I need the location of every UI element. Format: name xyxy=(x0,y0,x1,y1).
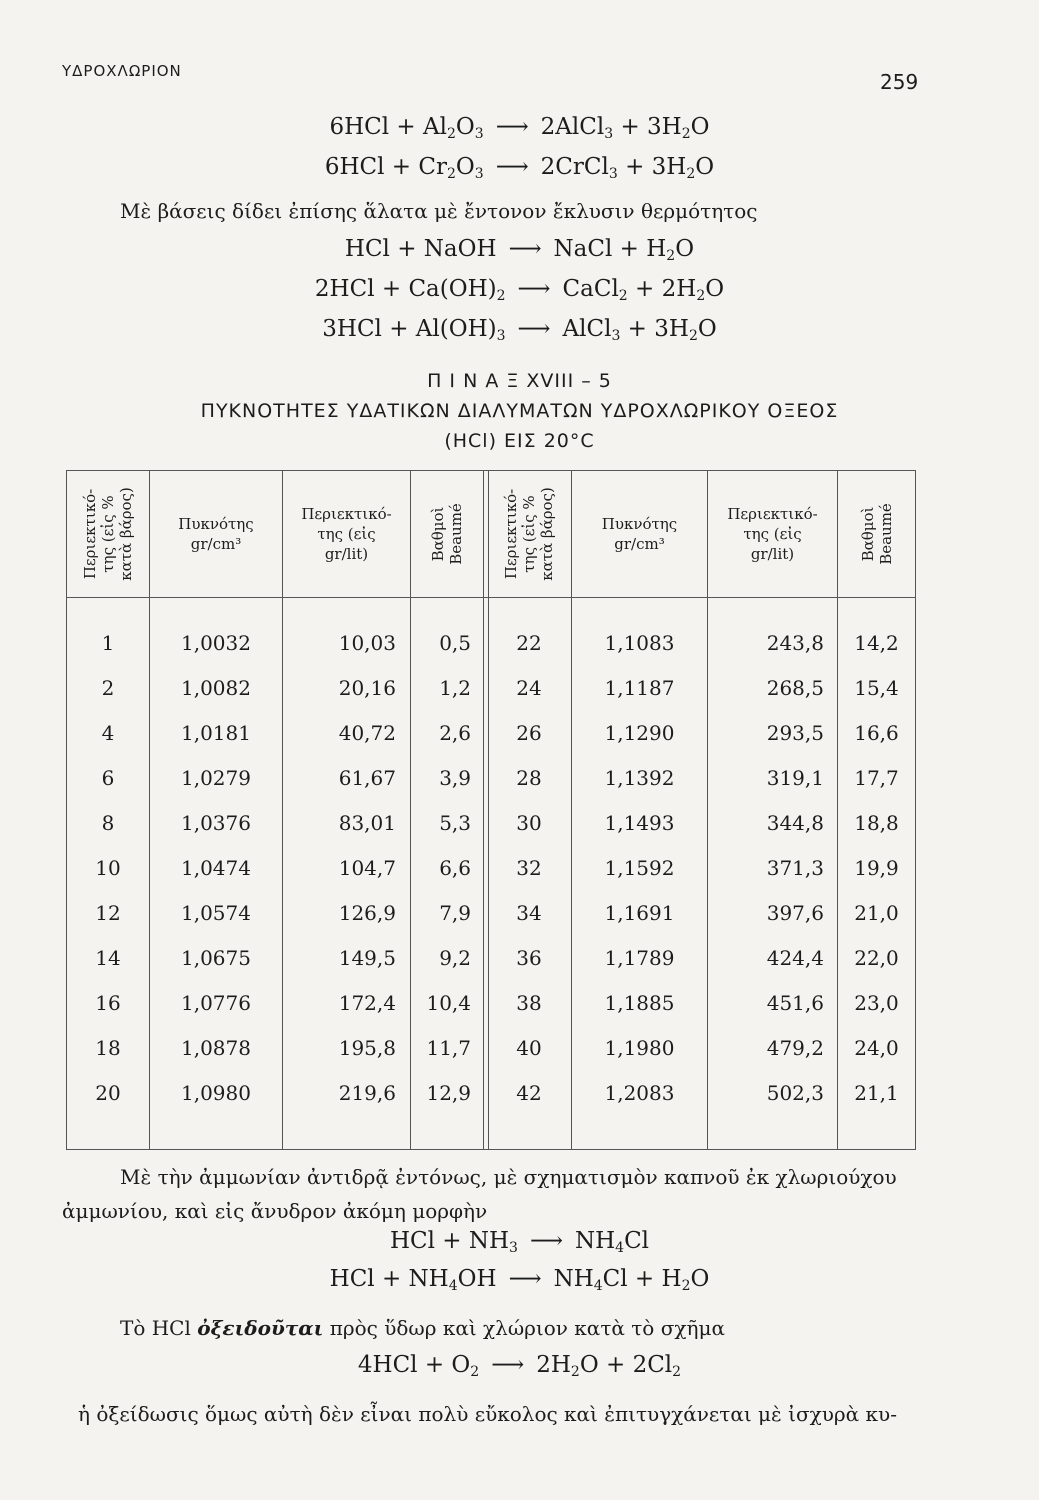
cell-percent-left: 16 xyxy=(95,991,121,1015)
cell-content-left: 61,67 xyxy=(338,766,396,790)
oxidation-sentence: Τὸ HCl ὀξειδοῦται πρὸς ὕδωρ καὶ χλώριον κατὰ τὸ σχῆμα xyxy=(120,1316,725,1340)
cell-beaume-right: 23,0 xyxy=(854,991,899,1015)
cell-content-left: 126,9 xyxy=(338,901,396,925)
cell-content-left: 219,6 xyxy=(338,1081,396,1105)
cell-percent-left: 1 xyxy=(101,631,115,655)
cell-content-right: 268,5 xyxy=(766,676,824,700)
cell-beaume-left: 11,7 xyxy=(426,1036,471,1060)
arrow-icon: ⟶ xyxy=(508,236,542,262)
cell-beaume-left: 12,9 xyxy=(426,1081,471,1105)
cell-percent-right: 34 xyxy=(516,901,542,925)
cell-density-right: 1,2083 xyxy=(604,1081,675,1105)
arrow-icon: ⟶ xyxy=(495,154,529,180)
equation-hcl-o2: $4HCl + O_2$ ⟶ $2H_2O + 2Cl_2$ xyxy=(357,1352,682,1380)
arrow-icon: ⟶ xyxy=(491,1352,525,1378)
cell-density-right: 1,1691 xyxy=(604,901,675,925)
equation-hcl-aloh3: $3HCl + Al(OH)_3$ ⟶ AlCl$_3$ + $3H_2O$ xyxy=(322,316,717,344)
cell-beaume-right: 16,6 xyxy=(854,721,899,745)
bases-sentence: Μὲ βάσεις δίδει ἐπίσης ἅλατα μὲ ἔντονον ἔκλυσιν θερμότητος xyxy=(120,199,758,223)
table-caption-condition: (HCl) ΕΙΣ 20°C xyxy=(444,430,595,452)
header-percent-right: Περιεκτικό- της (εἰς % κατὰ βάρος) xyxy=(502,487,557,581)
cell-density-left: 1,0980 xyxy=(181,1081,251,1105)
header-density-right: Πυκνότης gr/cm³ xyxy=(601,515,678,553)
cell-percent-left: 2 xyxy=(101,676,115,700)
cell-percent-right: 28 xyxy=(516,766,542,790)
cell-content-left: 195,8 xyxy=(338,1036,396,1060)
arrow-icon: ⟶ xyxy=(495,114,529,140)
cell-content-right: 479,2 xyxy=(766,1036,824,1060)
cell-beaume-left: 0,5 xyxy=(439,631,471,655)
cell-density-right: 1,1187 xyxy=(604,676,675,700)
equation-hcl-nh4oh: HCl + $NH_4OH$ ⟶ $NH_4Cl + H_2O$ xyxy=(329,1266,710,1294)
cell-content-left: 10,03 xyxy=(338,631,396,655)
cell-beaume-left: 1,2 xyxy=(439,676,471,700)
cell-percent-left: 12 xyxy=(95,901,121,925)
arrow-icon: ⟶ xyxy=(517,316,551,342)
cell-content-right: 293,5 xyxy=(766,721,824,745)
cell-content-right: 319,1 xyxy=(766,766,824,790)
cell-beaume-left: 2,6 xyxy=(439,721,471,745)
header-content-left: Περιεκτικό- της (εἰς gr/lit) xyxy=(301,505,392,563)
cell-beaume-left: 3,9 xyxy=(439,766,471,790)
cell-percent-right: 40 xyxy=(516,1036,542,1060)
cell-beaume-right: 21,1 xyxy=(854,1081,899,1105)
cell-percent-left: 14 xyxy=(95,946,121,970)
cell-percent-left: 4 xyxy=(101,721,115,745)
cell-density-left: 1,0776 xyxy=(181,991,251,1015)
cell-content-right: 371,3 xyxy=(766,856,824,880)
cell-content-left: 172,4 xyxy=(338,991,396,1015)
arrow-icon: ⟶ xyxy=(508,1266,542,1292)
cell-content-right: 397,6 xyxy=(766,901,824,925)
cell-percent-right: 42 xyxy=(516,1081,542,1105)
cell-beaume-left: 9,2 xyxy=(439,946,471,970)
cell-density-right: 1,1083 xyxy=(604,631,675,655)
cell-density-right: 1,1980 xyxy=(604,1036,675,1060)
arrow-icon: ⟶ xyxy=(517,276,551,302)
header-beaume-right: Βαθμοὶ Beaumé xyxy=(858,503,895,565)
header-density-left: Πυκνότης gr/cm³ xyxy=(178,515,254,553)
ammonia-line-1: Μὲ τὴν ἀμμωνίαν ἀντιδρᾷ ἐντόνως, μὲ σχηματισμὸν καπνοῦ ἐκ χλωριούχου xyxy=(120,1165,897,1189)
cell-density-right: 1,1392 xyxy=(604,766,675,790)
cell-beaume-right: 14,2 xyxy=(854,631,899,655)
cell-content-left: 40,72 xyxy=(338,721,396,745)
cell-density-right: 1,1592 xyxy=(604,856,675,880)
cell-density-left: 1,0032 xyxy=(181,631,251,655)
cell-beaume-right: 19,9 xyxy=(854,856,899,880)
cell-beaume-right: 18,8 xyxy=(854,811,899,835)
running-head: ΥΔΡΟΧΛΩΡΙΟΝ xyxy=(62,62,182,80)
cell-percent-right: 26 xyxy=(516,721,542,745)
cell-beaume-right: 24,0 xyxy=(854,1036,899,1060)
cell-content-right: 424,4 xyxy=(766,946,824,970)
cell-percent-right: 32 xyxy=(516,856,542,880)
cell-density-right: 1,1885 xyxy=(604,991,675,1015)
cell-percent-right: 36 xyxy=(516,946,542,970)
cell-percent-left: 10 xyxy=(95,856,121,880)
cell-density-left: 1,0878 xyxy=(181,1036,251,1060)
cell-percent-right: 30 xyxy=(516,811,542,835)
cell-beaume-left: 5,3 xyxy=(439,811,471,835)
cell-beaume-right: 17,7 xyxy=(854,766,899,790)
header-content-right: Περιεκτικό- της (εἰς gr/lit) xyxy=(727,505,818,563)
header-percent-left: Περιεκτικό- της (εἰς % κατὰ βάρος) xyxy=(81,487,136,581)
cell-beaume-left: 6,6 xyxy=(439,856,471,880)
equation-hcl-naoh: HCl + NaOH ⟶ NaCl + $H_2O$ xyxy=(344,236,695,264)
cell-content-right: 451,6 xyxy=(766,991,824,1015)
cell-density-right: 1,1290 xyxy=(604,721,675,745)
arrow-icon: ⟶ xyxy=(529,1228,563,1254)
cell-beaume-left: 10,4 xyxy=(426,991,471,1015)
cell-percent-left: 6 xyxy=(101,766,115,790)
cell-content-left: 149,5 xyxy=(338,946,396,970)
cell-beaume-right: 22,0 xyxy=(854,946,899,970)
density-table xyxy=(66,470,916,1150)
equation-hcl-cr2o3: $6HCl + Cr_2O_3$ ⟶ 2CrCl$_3$ + $3H_2O$ xyxy=(324,154,715,182)
cell-percent-right: 38 xyxy=(516,991,542,1015)
cell-beaume-right: 15,4 xyxy=(854,676,899,700)
final-line: ἡ ὀξείδωσις ὅμως αὐτὴ δὲν εἶναι πολὺ εὔκολος καὶ ἐπιτυγχάνεται μὲ ἰσχυρὰ κυ- xyxy=(78,1402,897,1426)
oxidation-keyword: ὀξειδοῦται xyxy=(197,1316,324,1340)
cell-content-left: 104,7 xyxy=(338,856,396,880)
cell-percent-right: 24 xyxy=(516,676,542,700)
table-caption-title: Π Ι Ν Α Ξ XVIII – 5 xyxy=(427,370,612,392)
page-number: 259 xyxy=(880,70,919,94)
cell-content-right: 502,3 xyxy=(766,1081,824,1105)
cell-density-right: 1,1789 xyxy=(604,946,675,970)
cell-density-left: 1,0082 xyxy=(181,676,251,700)
cell-percent-left: 8 xyxy=(101,811,115,835)
cell-density-left: 1,0181 xyxy=(181,721,251,745)
cell-content-right: 243,8 xyxy=(766,631,824,655)
cell-density-left: 1,0474 xyxy=(181,856,251,880)
equation-hcl-caoh2: $2HCl + Ca(OH)_2$ ⟶ CaCl$_2$ + $2H_2O$ xyxy=(314,276,725,304)
cell-content-left: 83,01 xyxy=(338,811,396,835)
cell-density-left: 1,0279 xyxy=(181,766,251,790)
equation-hcl-nh3: HCl + $NH_3$ ⟶ $NH_4Cl$ xyxy=(389,1228,650,1256)
cell-percent-right: 22 xyxy=(516,631,542,655)
cell-density-left: 1,0376 xyxy=(181,811,251,835)
equation-hcl-al2o3: $6HCl + Al_2O_3$ ⟶ 2AlCl$_3$ + $3H_2O$ xyxy=(329,114,710,142)
table-caption-subtitle: ΠΥΚΝΟΤΗΤΕΣ ΥΔΑΤΙΚΩΝ ΔΙΑΛΥΜΑΤΩΝ ΥΔΡΟΧΛΩΡΙΚΟΥ ΟΞΕΟΣ xyxy=(200,400,839,422)
cell-density-left: 1,0574 xyxy=(181,901,251,925)
cell-content-right: 344,8 xyxy=(766,811,824,835)
cell-beaume-left: 7,9 xyxy=(439,901,471,925)
cell-percent-left: 18 xyxy=(95,1036,121,1060)
header-beaume-left: Βαθμοὶ Beaumé xyxy=(428,503,465,565)
cell-density-right: 1,1493 xyxy=(604,811,675,835)
cell-beaume-right: 21,0 xyxy=(854,901,899,925)
ammonia-line-2: ἀμμωνίου, καὶ εἰς ἄνυδρον ἀκόμη μορφὴν xyxy=(62,1199,488,1223)
cell-content-left: 20,16 xyxy=(338,676,396,700)
cell-percent-left: 20 xyxy=(95,1081,121,1105)
cell-density-left: 1,0675 xyxy=(181,946,251,970)
